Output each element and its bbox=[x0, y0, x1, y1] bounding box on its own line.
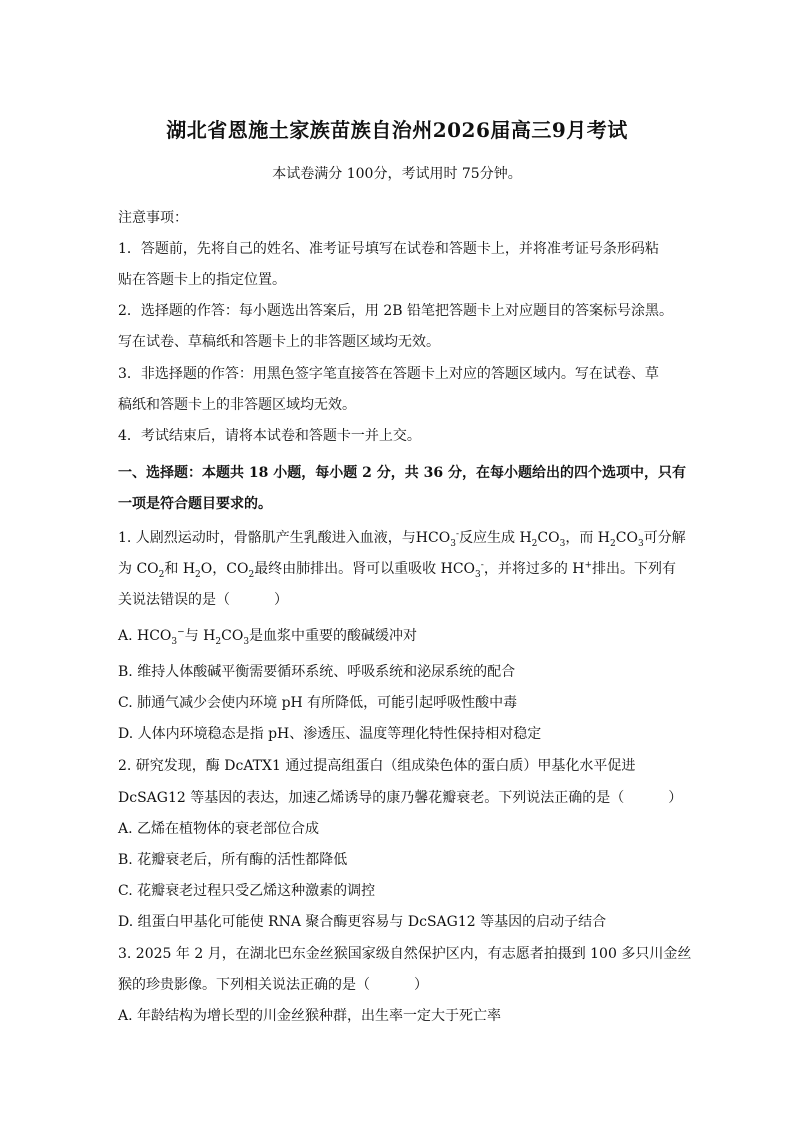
note-line: 贴在答题卡上的指定位置。 bbox=[118, 272, 286, 288]
question-1-text: 1. 人剧烈运动时，骨骼肌产生乳酸进入血液，与$HCO_3^-$反应生成 $H_2CO_3$，而 $H_2CO_3$可分解 bbox=[118, 529, 686, 549]
option-c: C. 花瓣衰老过程只受乙烯这种激素的调控 bbox=[118, 883, 376, 899]
section-heading: 一项是符合题目要求的。 bbox=[118, 496, 272, 512]
question-3-text: 猴的珍贵影像。下列相关说法正确的是（ ） bbox=[118, 977, 428, 993]
note-line: 写在试卷、草稿纸和答题卡上的非答题区域均无效。 bbox=[118, 334, 440, 350]
note-line: 4．考试结束后，请将本试卷和答题卡一并上交。 bbox=[118, 428, 421, 444]
note-line: 1．答题前，先将自己的姓名、准考证号填写在试卷和答题卡上，并将准考证号条形码粘 bbox=[118, 241, 659, 257]
option-a: A. $HCO_3^-$与 $H_2CO_3$是血浆中重要的酸碱缓冲对 bbox=[118, 627, 418, 647]
option-a: A. 乙烯在植物体的衰老部位合成 bbox=[118, 821, 320, 837]
section-heading: 一、选择题：本题共 18 小题，每小题 2 分，共 36 分，在每小题给出的四个选项中，只有 bbox=[118, 465, 686, 481]
question-3-text: 3. 2025 年 2 月，在湖北巴东金丝猴国家级自然保护区内，有志愿者拍摄到 100 多只川金丝 bbox=[118, 946, 692, 962]
option-a: A. 年龄结构为增长型的川金丝猴种群，出生率一定大于死亡率 bbox=[118, 1008, 502, 1024]
question-1-text: 为 $CO_2$和 $H_2O$，$CO_2$最终由肺排出。肾可以重吸收 $HCO_3^-$，并将过多的 H+排出。下列有 bbox=[118, 560, 677, 580]
note-line: 稿纸和答题卡上的非答题区域均无效。 bbox=[118, 397, 356, 413]
option-b: B. 花瓣衰老后，所有酶的活性都降低 bbox=[118, 852, 348, 868]
page-title: 湖北省恩施土家族苗族自治州2026届高三9月考试 bbox=[166, 118, 628, 142]
exam-info: 本试卷满分 100分，考试用时 75分钟。 bbox=[272, 166, 522, 182]
notes-heading: 注意事项： bbox=[118, 210, 188, 226]
option-d: D. 人体内环境稳态是指 pH、渗透压、温度等理化特性保持相对稳定 bbox=[118, 726, 542, 742]
question-2-text: DcSAG12 等基因的表达，加速乙烯诱导的康乃馨花瓣衰老。下列说法正确的是（ ） bbox=[118, 790, 683, 806]
option-d: D. 组蛋白甲基化可能使 RNA 聚合酶更容易与 DcSAG12 等基因的启动子结合 bbox=[118, 914, 607, 930]
option-c: C. 肺通气减少会使内环境 pH 有所降低，可能引起呼吸性酸中毒 bbox=[118, 695, 518, 711]
question-2-text: 2. 研究发现，酶 DcATX1 通过提高组蛋白（组成染色体的蛋白质）甲基化水平促进 bbox=[118, 758, 636, 774]
option-b: B. 维持人体酸碱平衡需要循环系统、呼吸系统和泌尿系统的配合 bbox=[118, 664, 516, 680]
question-1-text: 关说法错误的是（ ） bbox=[118, 592, 288, 608]
note-line: 3．非选择题的作答：用黑色签字笔直接答在答题卡上对应的答题区域内。写在试卷、草 bbox=[118, 366, 659, 382]
note-line: 2．选择题的作答：每小题选出答案后，用 2B 铅笔把答题卡上对应题目的答案标号涂黑。 bbox=[118, 303, 674, 319]
